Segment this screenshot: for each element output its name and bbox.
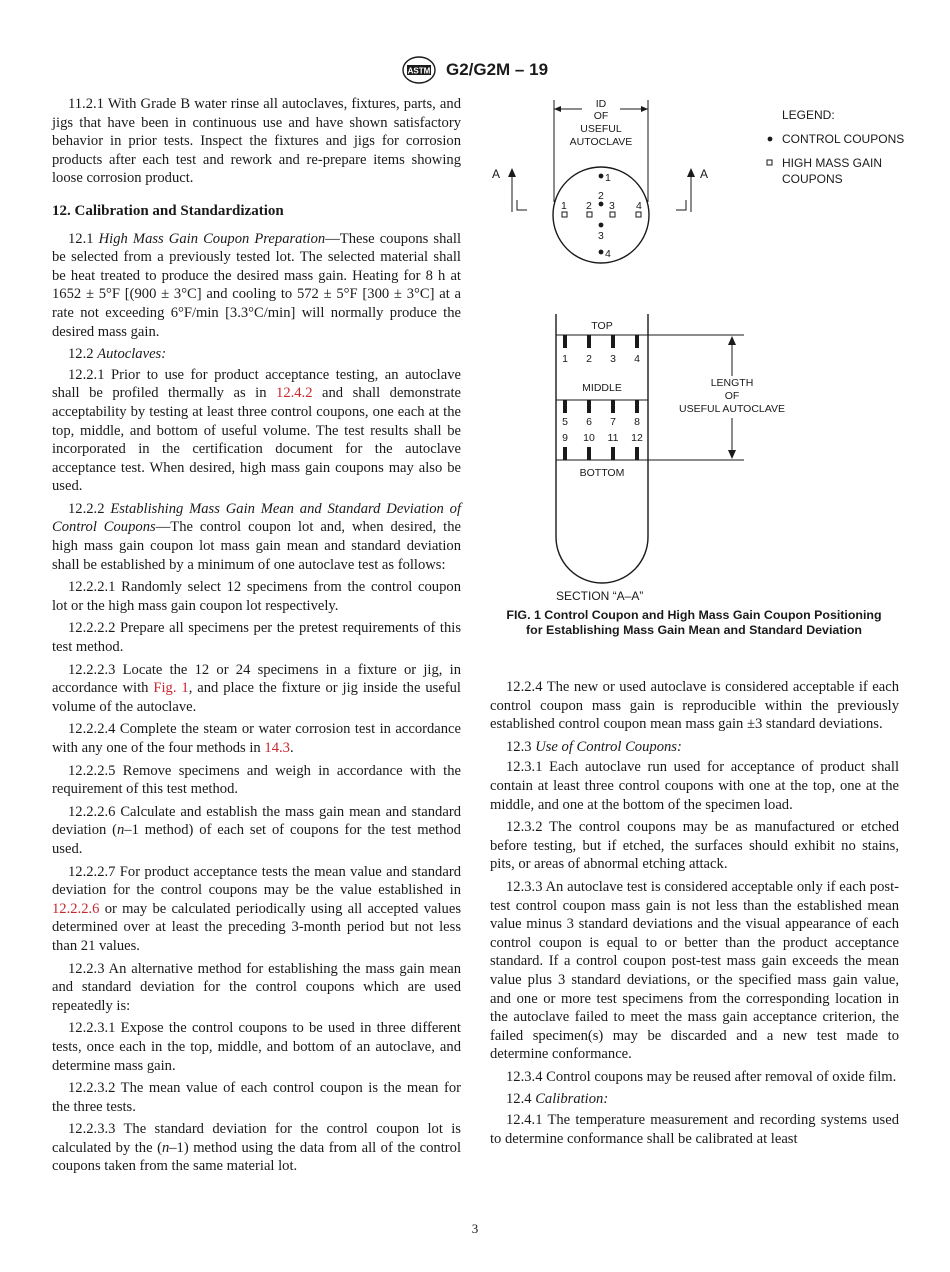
- coupon-number: 8: [634, 416, 640, 428]
- para-text: 12.2.2.6 Calculate and establish the mass gain mean and standard deviation (: [52, 803, 461, 839]
- figure-caption: [478, 608, 910, 639]
- paragraph-12-2-3-2: 12.2.3.2 The mean value of each control coupon is the mean for the three tests.: [52, 1080, 461, 1115]
- length-label: [679, 377, 785, 415]
- paragraph-12-4-1: 12.4.1 The temperature measurement and recording systems used to determine conformance shall be calibrated at least: [490, 1112, 899, 1147]
- paragraph-12-2-2-5: 12.2.2.5 Remove specimens and weigh in accordance with the requirement of this test method.: [52, 762, 461, 798]
- legend-control-dot: [768, 137, 773, 142]
- plan-label: 4: [605, 248, 611, 260]
- para-text: 12.2.2.4 Complete the steam or water corrosion test in accordance with any one of the four methods in: [52, 721, 461, 756]
- page-header: [0, 56, 950, 84]
- paragraph-12-2-1: [52, 366, 461, 496]
- legend-square-icon: [767, 160, 772, 165]
- paragraph-11-2-1: 11.2.1 With Grade B water rinse all autoclaves, fixtures, parts, and jigs that have been in continuous use and have shown satisfactory behavior in prior tests. Inspect the fixtures and jigs for corrosion products after each test and rework and re-prepare items showing loose corrosion product.: [52, 96, 461, 187]
- page-number: 3: [471, 1221, 479, 1236]
- right-column: [490, 678, 899, 1152]
- paragraph-12-2-3-1: 12.2.3.1 Expose the control coupons to be used in three different tests, once each in the top, middle, and bottom of an autoclave, and determine mass gain.: [52, 1020, 461, 1074]
- para-title: Establishing Mass Gain Mean and Standard Deviation of Control Coupons: [52, 500, 461, 536]
- legend-high-label: HIGH MASS GAIN: [782, 156, 883, 170]
- coupon-number: 1: [562, 353, 568, 365]
- para-title: Use of Control Coupons:: [535, 738, 682, 755]
- section-a-a-label: SECTION “A–A”: [556, 589, 644, 603]
- para-text: —These coupons shall be selected from a previously tested lot. The selected material shall be heat treated to produce the desired mass gain. Heating for 8 h at 1652 ± 5°F [(900 ± 3°C] and cooling to 572 ± 5°F [300 ± 3°C] at a rate not exceeding 6°F/min [3.3°C/min] will normally produce the desired mass gain.: [52, 230, 461, 340]
- para-text: or may be calculated periodically using all accepted values determined over at least the preceding 3-month period but not less than 21 values.: [52, 900, 461, 954]
- coupon-number: 6: [586, 416, 592, 428]
- arrowhead-icon: [508, 168, 516, 177]
- paragraph-12-3-1: 12.3.1 Each autoclave run used for acceptance of product shall contain at least three control coupons with one at the top, one at the middle, and one at the bottom of the specimen load.: [490, 759, 899, 813]
- coupon-number: 5: [562, 416, 568, 428]
- paragraph-12-2-3: 12.2.3 An alternative method for establishing the mass gain mean and standard deviation for the control coupons which are used repeatedly is:: [52, 960, 461, 1014]
- plan-label: 2: [586, 200, 592, 212]
- id-label-line: ID: [595, 98, 607, 110]
- coupon-bars: [563, 335, 639, 460]
- legend-control-label: CONTROL COUPONS: [782, 132, 905, 146]
- plan-label: 3: [598, 230, 604, 242]
- plan-label: 3: [609, 200, 615, 212]
- coupon-number: 4: [634, 353, 640, 365]
- paragraph-12-4: [490, 1090, 899, 1109]
- plan-label: 1: [605, 172, 611, 184]
- legend-title: LEGEND:: [782, 108, 835, 122]
- para-text: 12.2.2.3 Locate the 12 or 24 specimens in a fixture or jig, in accordance with: [52, 661, 461, 697]
- math-n: n: [161, 1139, 170, 1156]
- id-label-line: AUTOCLAVE: [569, 136, 633, 148]
- paragraph-12-3-4: 12.3.4 Control coupons may be reused after removal of oxide film.: [506, 1068, 897, 1085]
- para-text: , and place the fixture or jig inside the useful volume of the autoclave.: [52, 680, 461, 715]
- paragraph-12-2-2-4: [52, 720, 461, 757]
- para-text: –1) method using the data from all of the control coupons taken from the same material lot.: [52, 1139, 461, 1175]
- control-coupon-dot: [599, 174, 604, 179]
- plan-label: 4: [636, 200, 642, 212]
- link-14-3[interactable]: 14.3: [264, 740, 290, 756]
- link-12-4-2[interactable]: 12.4.2: [276, 385, 313, 402]
- length-label-line: OF: [724, 390, 740, 402]
- para-title: Autoclaves:: [97, 346, 167, 363]
- id-label-line: USEFUL: [580, 123, 622, 135]
- paragraph-12-2-2: [52, 500, 461, 574]
- coupon-number: 9: [562, 432, 568, 444]
- astm-logo-icon: [402, 56, 436, 84]
- control-coupon-dot: [599, 250, 604, 255]
- legend-high-label: COUPONS: [782, 172, 843, 186]
- paragraph-12-2-2-7: [52, 863, 461, 956]
- top-label: TOP: [591, 320, 613, 332]
- para-text: —The control coupon lot and, when desired, the high mass gain coupon lot mass gain mean and standard deviation shall be established by a minimum of one autoclave test as follows:: [52, 519, 461, 573]
- caption-line: for Establishing Mass Gain Mean and Standard Deviation: [526, 623, 862, 638]
- paragraph-12-2-2-3: [52, 661, 461, 717]
- coupon-numbers: [562, 353, 643, 444]
- high-mass-gain-squares: [562, 212, 641, 217]
- paragraph-12-3: [490, 738, 899, 757]
- standard-designation: G2/G2M – 19: [445, 60, 549, 79]
- arrowhead-icon: [554, 106, 561, 112]
- svg-text:ASTM: ASTM: [407, 66, 431, 76]
- figure-1: [486, 92, 906, 612]
- para-text: 12.2.1 Prior to use for product acceptance testing, an autoclave shall be profiled thermally as in: [52, 366, 461, 402]
- section-12-title: 12. Calibration and Standardization: [52, 202, 284, 219]
- arrowhead-icon: [641, 106, 648, 112]
- paragraph-12-2-3-3: [52, 1120, 461, 1176]
- paragraph-12-2-2-1: 12.2.2.1 Randomly select 12 specimens from the control coupon lot or the high mass gain coupon lot respectively.: [52, 579, 461, 614]
- link-12-2-2-6[interactable]: 12.2.2.6: [52, 900, 100, 917]
- length-label-line: LENGTH: [710, 377, 754, 389]
- link-fig-1[interactable]: Fig. 1: [153, 680, 189, 697]
- math-n: n: [117, 822, 125, 839]
- para-title: Calibration:: [535, 1091, 609, 1108]
- paragraph-12-1: [52, 230, 461, 342]
- para-number: 12.4: [506, 1091, 532, 1108]
- control-coupon-dot: [599, 202, 604, 207]
- para-number: 12.3: [506, 738, 532, 755]
- coupon-number: 7: [610, 416, 616, 428]
- figure-1-diagram: [486, 92, 906, 612]
- paragraph-12-3-3: 12.3.3 An autoclave test is considered acceptable only if each post-test control coupon mass gain is not less than the established mean value minus 3 standard deviations and the visual appearance of each control coupon is equal to or better than the product acceptance standard. If a control coupon post-test mass gain exceeds the mean value plus 3 standard deviations, or the specified mass gain value, and one or more test specimens from the corresponding location in the autoclave failed to meet the mass gain acceptance criterion, the failed specimen(s) may be discarded and a new test made to determine conformance.: [490, 878, 899, 1063]
- section-marker-left: A: [492, 167, 501, 181]
- para-text: .: [289, 740, 294, 756]
- id-label-line: OF: [593, 110, 609, 122]
- bottom-label: BOTTOM: [579, 467, 625, 479]
- coupon-number: 2: [586, 353, 592, 365]
- section-marker-right: A: [700, 167, 709, 181]
- paragraph-12-2-4: 12.2.4 The new or used autoclave is considered acceptable if each control coupon mass gain is reproducible within the previously established control coupon mean mass gain ±3 standard deviations.: [490, 679, 899, 733]
- arrowhead-icon: [687, 168, 695, 177]
- arrowhead-icon: [728, 450, 736, 459]
- paragraph-12-2-2-6: [52, 803, 461, 859]
- paragraph-12-2: [52, 345, 461, 364]
- paragraph-12-3-2: 12.3.2 The control coupons may be as manufactured or etched before testing, but if etched, the surfaces should exhibit no stains, pits, or areas of abnormal etching attack.: [490, 819, 899, 873]
- para-text: 12.2.2.7 For product acceptance tests the mean value and standard deviation for the control coupons may be the value established in: [52, 863, 461, 899]
- paragraph-12-2-2-2: 12.2.2.2 Prepare all specimens per the pretest requirements of this test method.: [52, 620, 461, 656]
- plan-label: 1: [561, 200, 567, 212]
- para-title: High Mass Gain Coupon Preparation: [98, 230, 326, 247]
- arrowhead-icon: [728, 336, 736, 345]
- left-column: [52, 95, 461, 1180]
- plan-label: 2: [598, 190, 604, 202]
- caption-line: FIG. 1 Control Coupon and High Mass Gain Coupon Positioning: [506, 608, 882, 622]
- middle-label: MIDDLE: [582, 382, 622, 394]
- control-coupon-dot: [599, 223, 604, 228]
- para-text: 12.2.3.3 The standard deviation for the control coupon lot is calculated by the (: [52, 1121, 461, 1156]
- length-label-line: USEFUL AUTOCLAVE: [678, 403, 786, 415]
- para-number: 12.2: [68, 346, 94, 363]
- para-text: –1 method) of each set of coupons for the test method used.: [52, 822, 461, 857]
- coupon-number: 10: [583, 432, 595, 444]
- id-label: [570, 98, 633, 148]
- coupon-number: 3: [610, 353, 616, 365]
- coupon-number: 11: [607, 432, 619, 444]
- para-number: 12.1: [68, 230, 94, 247]
- para-number: 12.2.2: [68, 500, 105, 517]
- coupon-number: 12: [631, 432, 643, 444]
- para-text: and shall demonstrate acceptability by testing at least three control coupons, one each at the top, middle, and bottom of useful volume. The test results shall be incorporated in the certification document for the autoclave acceptance test. When desired, high mass gain coupons may also be used.: [52, 385, 461, 495]
